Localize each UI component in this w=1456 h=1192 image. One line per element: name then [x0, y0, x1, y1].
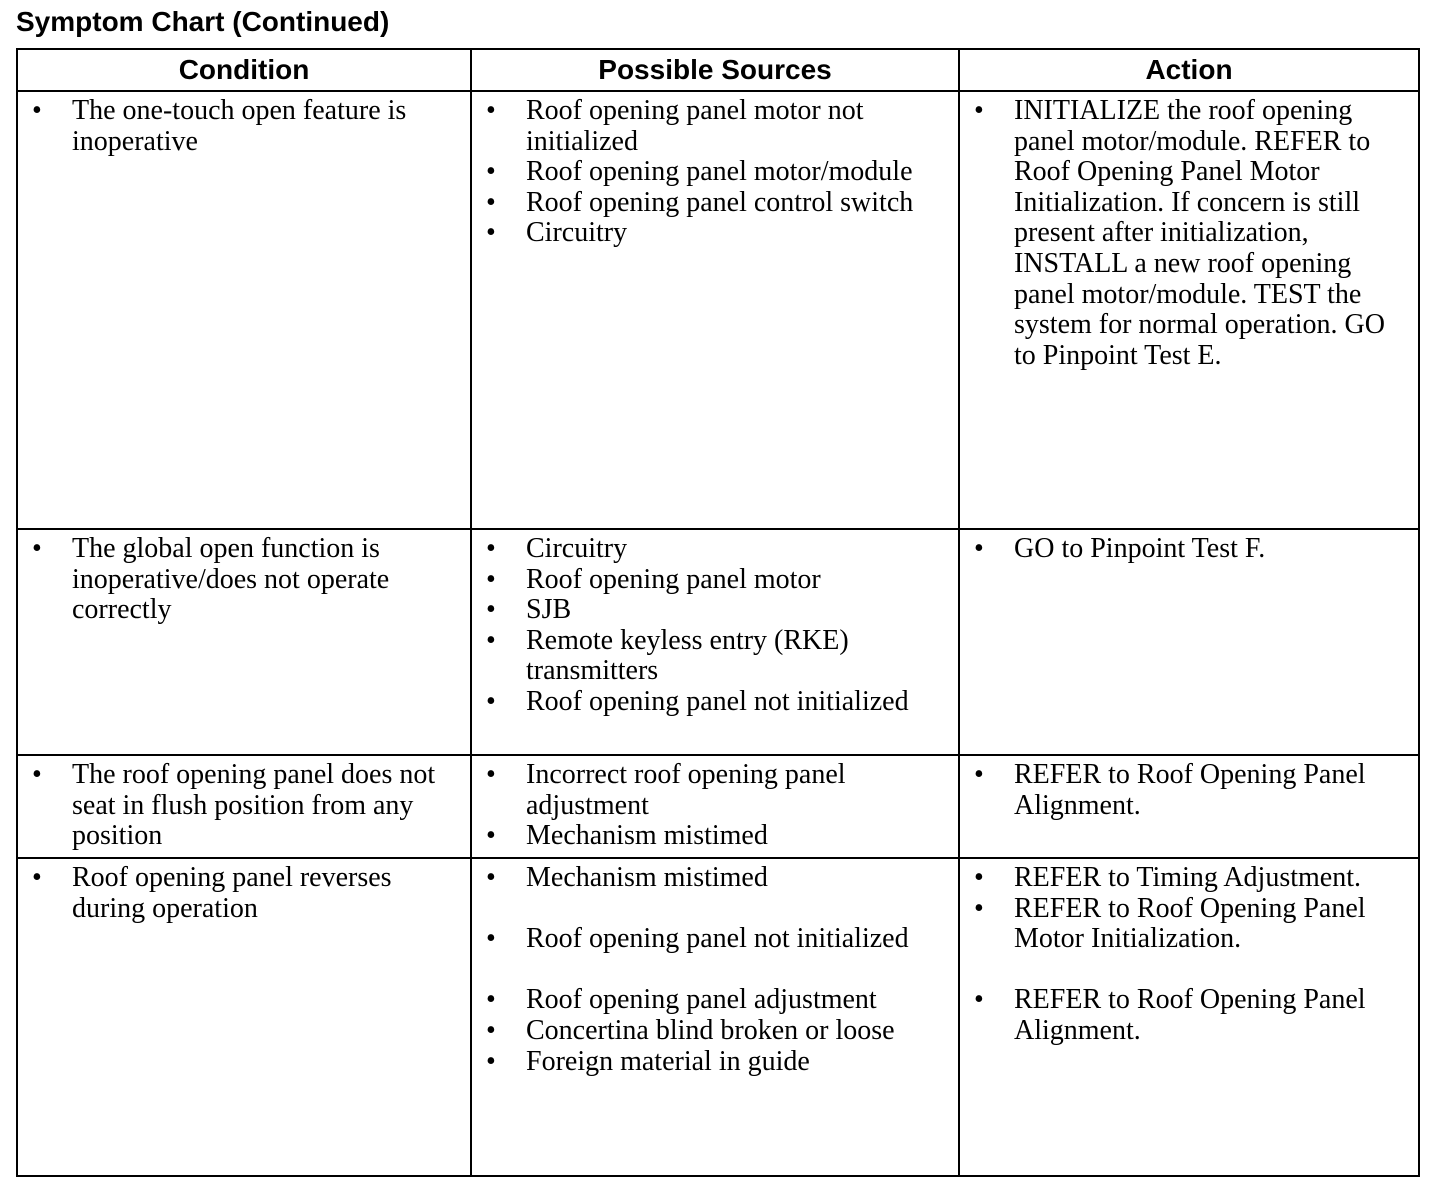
source-item: • Mechanism mistimed [472, 863, 948, 894]
condition-cell [17, 91, 471, 529]
source-item: • Roof opening panel motor [472, 565, 948, 596]
page-title: Symptom Chart (Continued) [16, 6, 390, 37]
condition-cell [17, 858, 471, 1176]
source-item: • Roof opening panel not initialized [472, 924, 948, 955]
source-item: • Roof opening panel motor not initialized [472, 96, 948, 157]
action-item: • INITIALIZE the roof opening panel motor/module. REFER to Roof Opening Panel Motor Initialization. If concern is still present after initialization, INSTALL a new roof opening panel motor/module. TEST the system for normal operation. GO to Pinpoint Test E. [960, 96, 1408, 371]
table-row [17, 755, 1419, 858]
condition-cell [17, 529, 471, 755]
table-row [17, 858, 1419, 1176]
source-item: • Incorrect roof opening panel adjustment [472, 760, 948, 821]
sources-cell [471, 91, 959, 529]
source-item: • Remote keyless entry (RKE) transmitters [472, 626, 948, 687]
source-item: • Circuitry [472, 218, 948, 249]
action-item: • REFER to Timing Adjustment. [960, 863, 1408, 894]
source-item: • Roof opening panel adjustment [472, 985, 948, 1016]
action-item: • REFER to Roof Opening Panel Alignment. [960, 760, 1408, 821]
condition-item: • The global open function is inoperative/does not operate correctly [18, 534, 460, 626]
column-header-possible-sources: Possible Sources [471, 49, 959, 91]
sources-cell [471, 529, 959, 755]
action-item: • REFER to Roof Opening Panel Motor Initialization. [960, 894, 1408, 955]
condition-item: • The roof opening panel does not seat in flush position from any position [18, 760, 460, 852]
source-item: • SJB [472, 595, 948, 626]
action-item: • REFER to Roof Opening Panel Alignment. [960, 985, 1408, 1046]
table-header-row [17, 49, 1419, 91]
action-cell [959, 755, 1419, 858]
action-item: • GO to Pinpoint Test F. [960, 534, 1408, 565]
table-row [17, 529, 1419, 755]
column-header-condition: Condition [17, 49, 471, 91]
column-header-action: Action [959, 49, 1419, 91]
table-row [17, 91, 1419, 529]
action-cell [959, 91, 1419, 529]
condition-item: • Roof opening panel reverses during operation [18, 863, 460, 924]
source-item: • Mechanism mistimed [472, 821, 948, 852]
condition-cell [17, 755, 471, 858]
action-cell [959, 858, 1419, 1176]
action-cell [959, 529, 1419, 755]
source-item: • Circuitry [472, 534, 948, 565]
symptom-chart-table [16, 48, 1420, 1177]
sources-cell [471, 858, 959, 1176]
sources-cell [471, 755, 959, 858]
source-item: • Roof opening panel motor/module [472, 157, 948, 188]
source-item: • Roof opening panel control switch [472, 188, 948, 219]
condition-item: • The one-touch open feature is inoperative [18, 96, 460, 157]
source-item: • Foreign material in guide [472, 1047, 948, 1078]
source-item: • Roof opening panel not initialized [472, 687, 948, 718]
source-item: • Concertina blind broken or loose [472, 1016, 948, 1047]
